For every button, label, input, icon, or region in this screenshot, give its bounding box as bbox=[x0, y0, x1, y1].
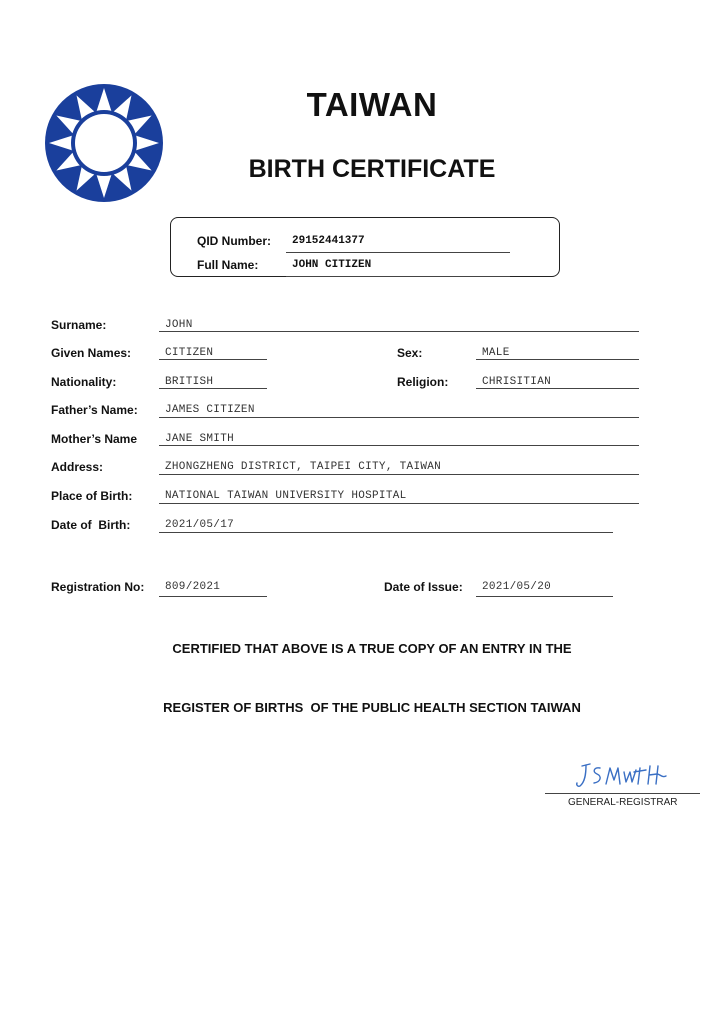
date-of-issue-label: Date of Issue: bbox=[384, 580, 463, 594]
sex-value: MALE bbox=[482, 347, 510, 359]
father-name-underline bbox=[159, 417, 639, 418]
religion-value: CHRISITIAN bbox=[482, 376, 552, 388]
date-of-birth-label: Date of Birth: bbox=[51, 518, 131, 532]
sex-underline bbox=[476, 359, 639, 360]
surname-underline bbox=[159, 331, 639, 332]
registration-no-value: 809/2021 bbox=[165, 581, 221, 593]
given-names-underline bbox=[159, 359, 267, 360]
fullname-label: Full Name: bbox=[197, 258, 259, 272]
date-of-birth-underline bbox=[159, 532, 613, 533]
place-of-birth-value: NATIONAL TAIWAN UNIVERSITY HOSPITAL bbox=[165, 490, 407, 502]
address-label: Address: bbox=[51, 460, 104, 474]
religion-underline bbox=[476, 388, 639, 389]
date-of-birth-value: 2021/05/17 bbox=[165, 519, 235, 531]
qid-label: QID Number: bbox=[197, 234, 272, 248]
religion-label: Religion: bbox=[397, 375, 449, 389]
father-name-label: Father’s Name: bbox=[51, 403, 138, 417]
qid-underline bbox=[286, 252, 510, 253]
sex-label: Sex: bbox=[397, 346, 423, 360]
given-names-label: Given Names: bbox=[51, 346, 132, 360]
country-title: TAIWAN bbox=[306, 86, 438, 123]
certification-line-2: REGISTER OF BIRTHS OF THE PUBLIC HEALTH SECTION TAIWAN bbox=[163, 700, 581, 715]
registration-no-label: Registration No: bbox=[51, 580, 145, 594]
fullname-underline bbox=[286, 276, 510, 277]
handwritten-signature bbox=[574, 758, 670, 792]
nationality-value: BRITISH bbox=[165, 376, 214, 388]
address-value: ZHONGZHENG DISTRICT, TAIPEI CITY, TAIWAN bbox=[165, 461, 442, 473]
address-underline bbox=[159, 474, 639, 475]
document-title: BIRTH CERTIFICATE bbox=[248, 155, 496, 183]
surname-label: Surname: bbox=[51, 318, 107, 332]
fullname-value: JOHN CITIZEN bbox=[292, 259, 372, 271]
date-of-issue-underline bbox=[476, 596, 613, 597]
place-of-birth-underline bbox=[159, 503, 639, 504]
signatory-title: GENERAL-REGISTRAR bbox=[568, 797, 678, 808]
mother-name-label: Mother’s Name bbox=[51, 432, 138, 446]
nationality-underline bbox=[159, 388, 267, 389]
surname-value: JOHN bbox=[165, 319, 193, 331]
certification-line-1: CERTIFIED THAT ABOVE IS A TRUE COPY OF AN ENTRY IN THE bbox=[172, 641, 572, 656]
mother-name-value: JANE SMITH bbox=[165, 433, 235, 445]
nationality-label: Nationality: bbox=[51, 375, 117, 389]
place-of-birth-label: Place of Birth: bbox=[51, 489, 133, 503]
registration-no-underline bbox=[159, 596, 267, 597]
mother-name-underline bbox=[159, 445, 639, 446]
signature-line bbox=[545, 793, 700, 794]
father-name-value: JAMES CITIZEN bbox=[165, 404, 255, 416]
qid-value: 29152441377 bbox=[292, 235, 365, 247]
date-of-issue-value: 2021/05/20 bbox=[482, 581, 552, 593]
given-names-value: CITIZEN bbox=[165, 347, 214, 359]
